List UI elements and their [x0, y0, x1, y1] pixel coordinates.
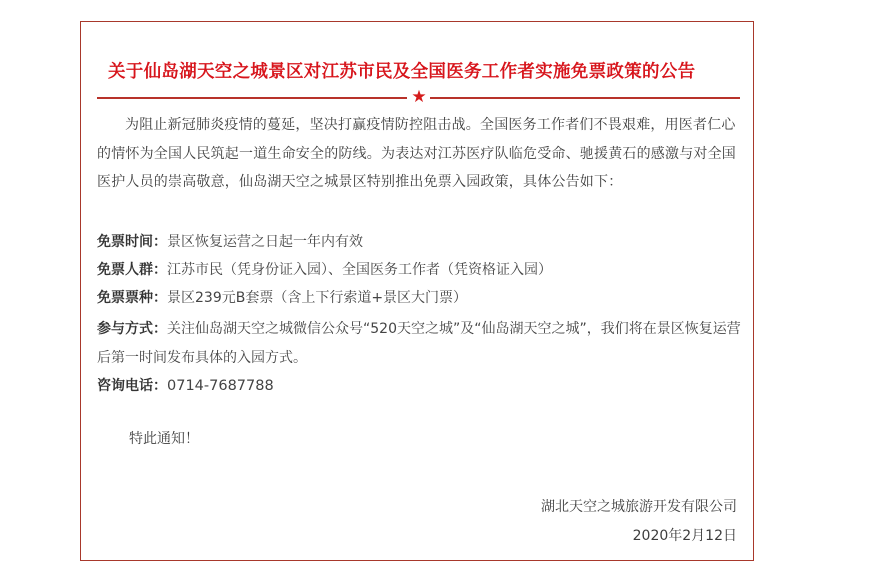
closing-text: 特此通知！ [129, 431, 199, 447]
item-label: 咨询电话： [97, 378, 167, 394]
item-value: 0714-7687788 [167, 378, 274, 394]
notice-date: 2020年2月12日 [632, 528, 737, 544]
title-divider [97, 87, 740, 107]
item-free-period [97, 228, 363, 257]
item-value: 关注仙岛湖天空之城微信公众号“520天空之城”及“仙岛湖天空之城”，我们将在景区恢复运营后第一时间发布具体的入园方式。 [97, 321, 741, 366]
item-label: 免票人群： [97, 262, 167, 278]
item-value: 景区恢复运营之日起一年内有效 [167, 234, 363, 250]
item-label: 免票票种： [97, 290, 167, 306]
item-label: 免票时间： [97, 234, 167, 250]
item-hotline [97, 372, 274, 401]
item-ticket-type [97, 284, 467, 313]
item-eligible-people [97, 256, 552, 285]
item-participation [97, 315, 742, 372]
star-icon: ★ [411, 87, 427, 107]
divider-line-right [430, 97, 740, 99]
notice-frame [80, 21, 754, 561]
company-name: 湖北天空之城旅游开发有限公司 [541, 499, 737, 515]
item-value: 景区239元B套票（含上下行索道+景区大门票） [167, 290, 468, 306]
item-value: 江苏市民（凭身份证入园）、全国医务工作者（凭资格证入园） [167, 262, 552, 278]
notice-title: 关于仙岛湖天空之城景区对江苏市民及全国医务工作者实施免票政策的公告 [108, 62, 696, 82]
intro-paragraph: 为阻止新冠肺炎疫情的蔓延，坚决打赢疫情防控阻击战。全国医务工作者们不畏艰难，用医者仁心的情怀为全国人民筑起一道生命安全的防线。为表达对江苏医疗队临危受命、驰援黄石的感激与对全国医护人员的崇高敬意，仙岛湖天空之城景区特别推出免票入园政策，具体公告如下： [97, 117, 736, 190]
divider-line-left [97, 97, 407, 99]
item-label: 参与方式： [97, 321, 167, 337]
